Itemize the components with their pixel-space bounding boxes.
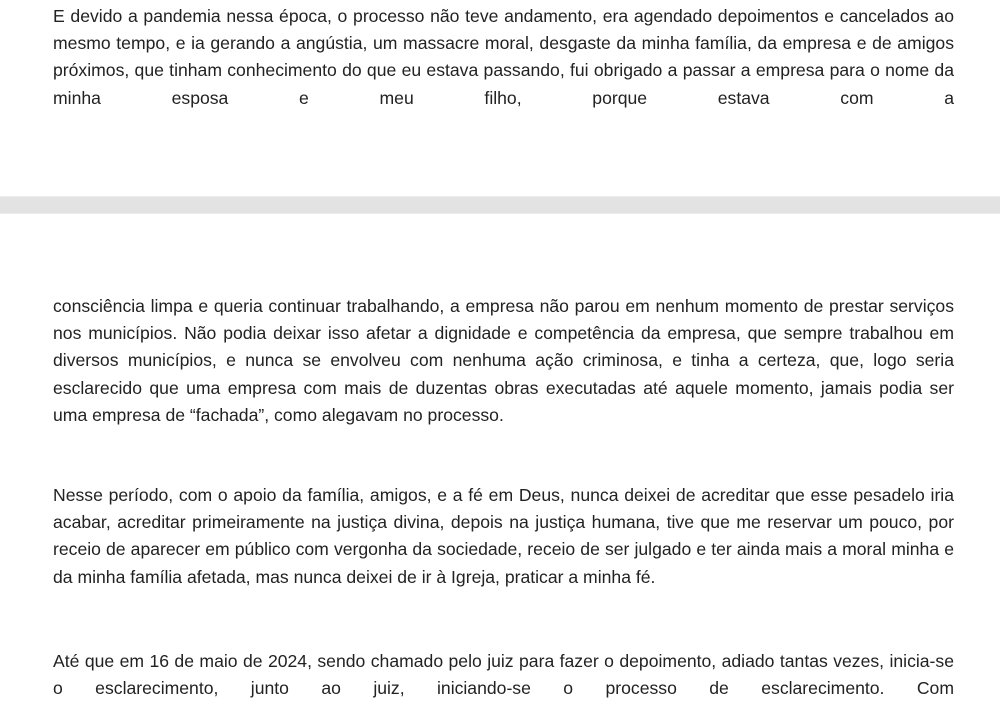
paragraph-continuation — [53, 293, 954, 429]
paragraph-continuation-top — [53, 3, 954, 112]
paragraph-ate-que — [53, 648, 954, 702]
paragraph-text: Até que em 16 de maio de 2024, sendo chamado pelo juiz para fazer o depoimento, adiado tantas vezes, inicia-se o esclarecimento, junto ao juiz, iniciando-se o processo de esclarecimento. Com — [53, 651, 954, 699]
document-page-top — [0, 0, 1000, 196]
document-page-bottom — [0, 214, 1000, 706]
paragraph-text: E devido a pandemia nessa época, o processo não teve andamento, era agendado depoimentos e cancelados ao mesmo tempo, e ia gerando a angústia, um massacre moral, desgaste da minha família, da empresa e de amigos próximos, que tinham conhecimento do que eu estava passando, fui obrigado a passar a empresa para o nome da minha esposa e meu filho, porque estava com a — [53, 6, 954, 108]
page-separator — [0, 196, 1000, 214]
paragraph-text: Nesse período, com o apoio da família, amigos, e a fé em Deus, nunca deixei de acreditar que esse pesadelo iria acabar, acreditar primeiramente na justiça divina, depois na justiça humana, tive que me reservar um pouco, por receio de aparecer em público com vergonha da sociedade, receio de ser julgado e ter ainda mais a moral minha e da minha família afetada, mas nunca deixei de ir à Igreja, praticar a minha fé. — [53, 485, 954, 587]
paragraph-text: consciência limpa e queria continuar trabalhando, a empresa não parou em nenhum momento de prestar serviços nos municípios. Não podia deixar isso afetar a dignidade e competência da empresa, que sempre trabalhou em diversos municípios, e nunca se envolveu com nenhuma ação criminosa, e tinha a certeza, que, logo seria esclarecido que uma empresa com mais de duzentas obras executadas até aquele momento, jamais podia ser uma empresa de “fachada”, como alegavam no processo. — [53, 296, 954, 425]
paragraph-nesse-periodo — [53, 482, 954, 591]
